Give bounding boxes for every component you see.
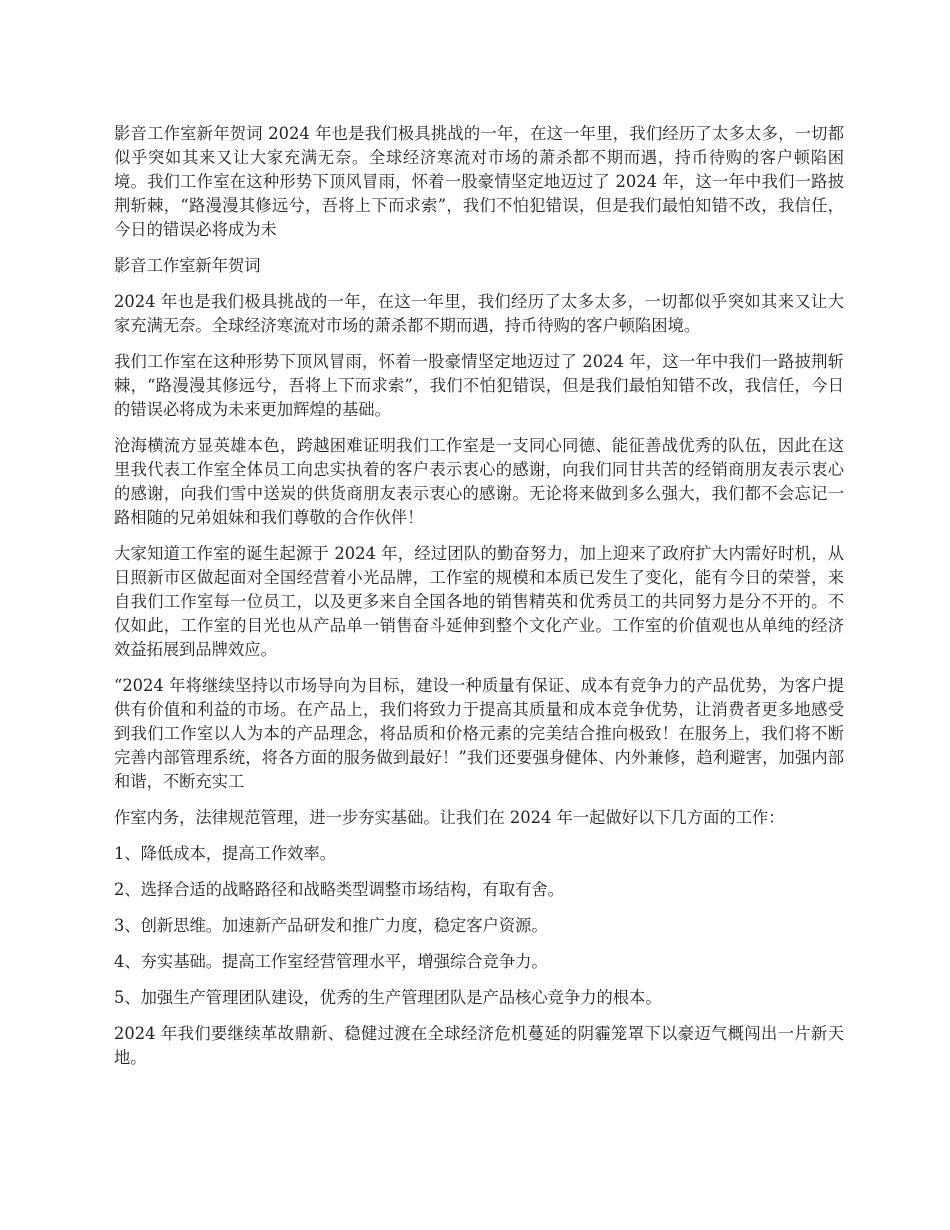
body-paragraph: 沧海横流方显英雄本色，跨越困难证明我们工作室是一支同心同德、能征善战优秀的队伍，因此在这里我代表工作室全体员工向忠实执着的客户表示衷心的感谢，向我们同甘共苦的经销商朋友表示衷心的感谢，向我们雪中送炭的供货商朋友表示衷心的感谢。无论将来做到多么强大，我们都不会忘记一路相随的兄弟姐妹和我们尊敬的合作伙伴！: [114, 436, 844, 527]
intro-summary-paragraph: 影音工作室新年贺词 2024 年也是我们极具挑战的一年，在这一年里，我们经历了太多太多，一切都似乎突如其来又让大家充满无奈。全球经济寒流对市场的萧杀都不期而遇，持币待购的客户顿陷困境。我们工作室在这种形势下顶风冒雨，怀着一股豪情坚定地迈过了 2024 年，这一年中我们一路披荆斩棘，“路漫漫其修远兮，吾将上下而求索”，我们不怕犯错误，但是我们最怕知错不改，我信任，今日的错误必将成为未: [114, 124, 844, 239]
list-item: 5、加强生产管理团队建设，优秀的生产管理团队是产品核心竞争力的根本。: [114, 988, 662, 1007]
list-item: 2、选择合适的战略路径和战略类型调整市场结构，有取有舍。: [114, 880, 564, 899]
body-paragraph: 大家知道工作室的诞生起源于 2024 年，经过团队的勤奋努力，加上迎来了政府扩大内需好时机，从日照新市区做起面对全国经营着小光品牌，工作室的规模和本质已发生了变化，能有今日的荣誉，来自我们工作室每一位员工，以及更多来自全国各地的销售精英和优秀员工的共同努力是分不开的。不仅如此，工作室的目光也从产品单一销售奋斗延伸到整个文化产业。工作室的价值观也从单纯的经济效益拓展到品牌效应。: [114, 544, 844, 659]
document-title: 影音工作室新年贺词: [114, 256, 261, 275]
body-paragraph: 2024 年也是我们极具挑战的一年，在这一年里，我们经历了太多太多，一切都似乎突如其来又让大家充满无奈。全球经济寒流对市场的萧杀都不期而遇，持币待购的客户顿陷困境。: [114, 292, 844, 335]
body-paragraph: 我们工作室在这种形势下顶风冒雨，怀着一股豪情坚定地迈过了 2024 年，这一年中我们一路披荆斩棘，“路漫漫其修远兮，吾将上下而求索”，我们不怕犯错误，但是我们最怕知错不改，我信任，今日的错误必将成为未来更加辉煌的基础。: [114, 352, 844, 419]
document-page: [114, 122, 844, 1082]
list-item: 3、创新思维。加速新产品研发和推广力度，稳定客户资源。: [114, 916, 548, 935]
body-paragraph: 作室内务，法律规范管理，进一步夯实基础。让我们在 2024 年一起做好以下几方面的工作：: [114, 808, 785, 827]
closing-paragraph: 2024 年我们要继续革故鼎新、稳健过渡在全球经济危机蔓延的阴霾笼罩下以豪迈气概闯出一片新天地。: [114, 1024, 844, 1067]
body-paragraph: “2024 年将继续坚持以市场导向为目标，建设一种质量有保证、成本有竞争力的产品优势，为客户提供有价值和利益的市场。在产品上，我们将致力于提高其质量和成本竞争优势，让消费者更多地感受到我们工作室以人为本的产品理念，将品质和价格元素的完美结合推向极致！在服务上，我们将不断完善内部管理系统，将各方面的服务做到最好！”我们还要强身健体、内外兼修，趋利避害，加强内部和谐，不断充实工: [114, 676, 844, 791]
list-item: 4、夯实基础。提高工作室经营管理水平，增强综合竞争力。: [114, 952, 548, 971]
list-item: 1、降低成本，提高工作效率。: [114, 844, 337, 863]
